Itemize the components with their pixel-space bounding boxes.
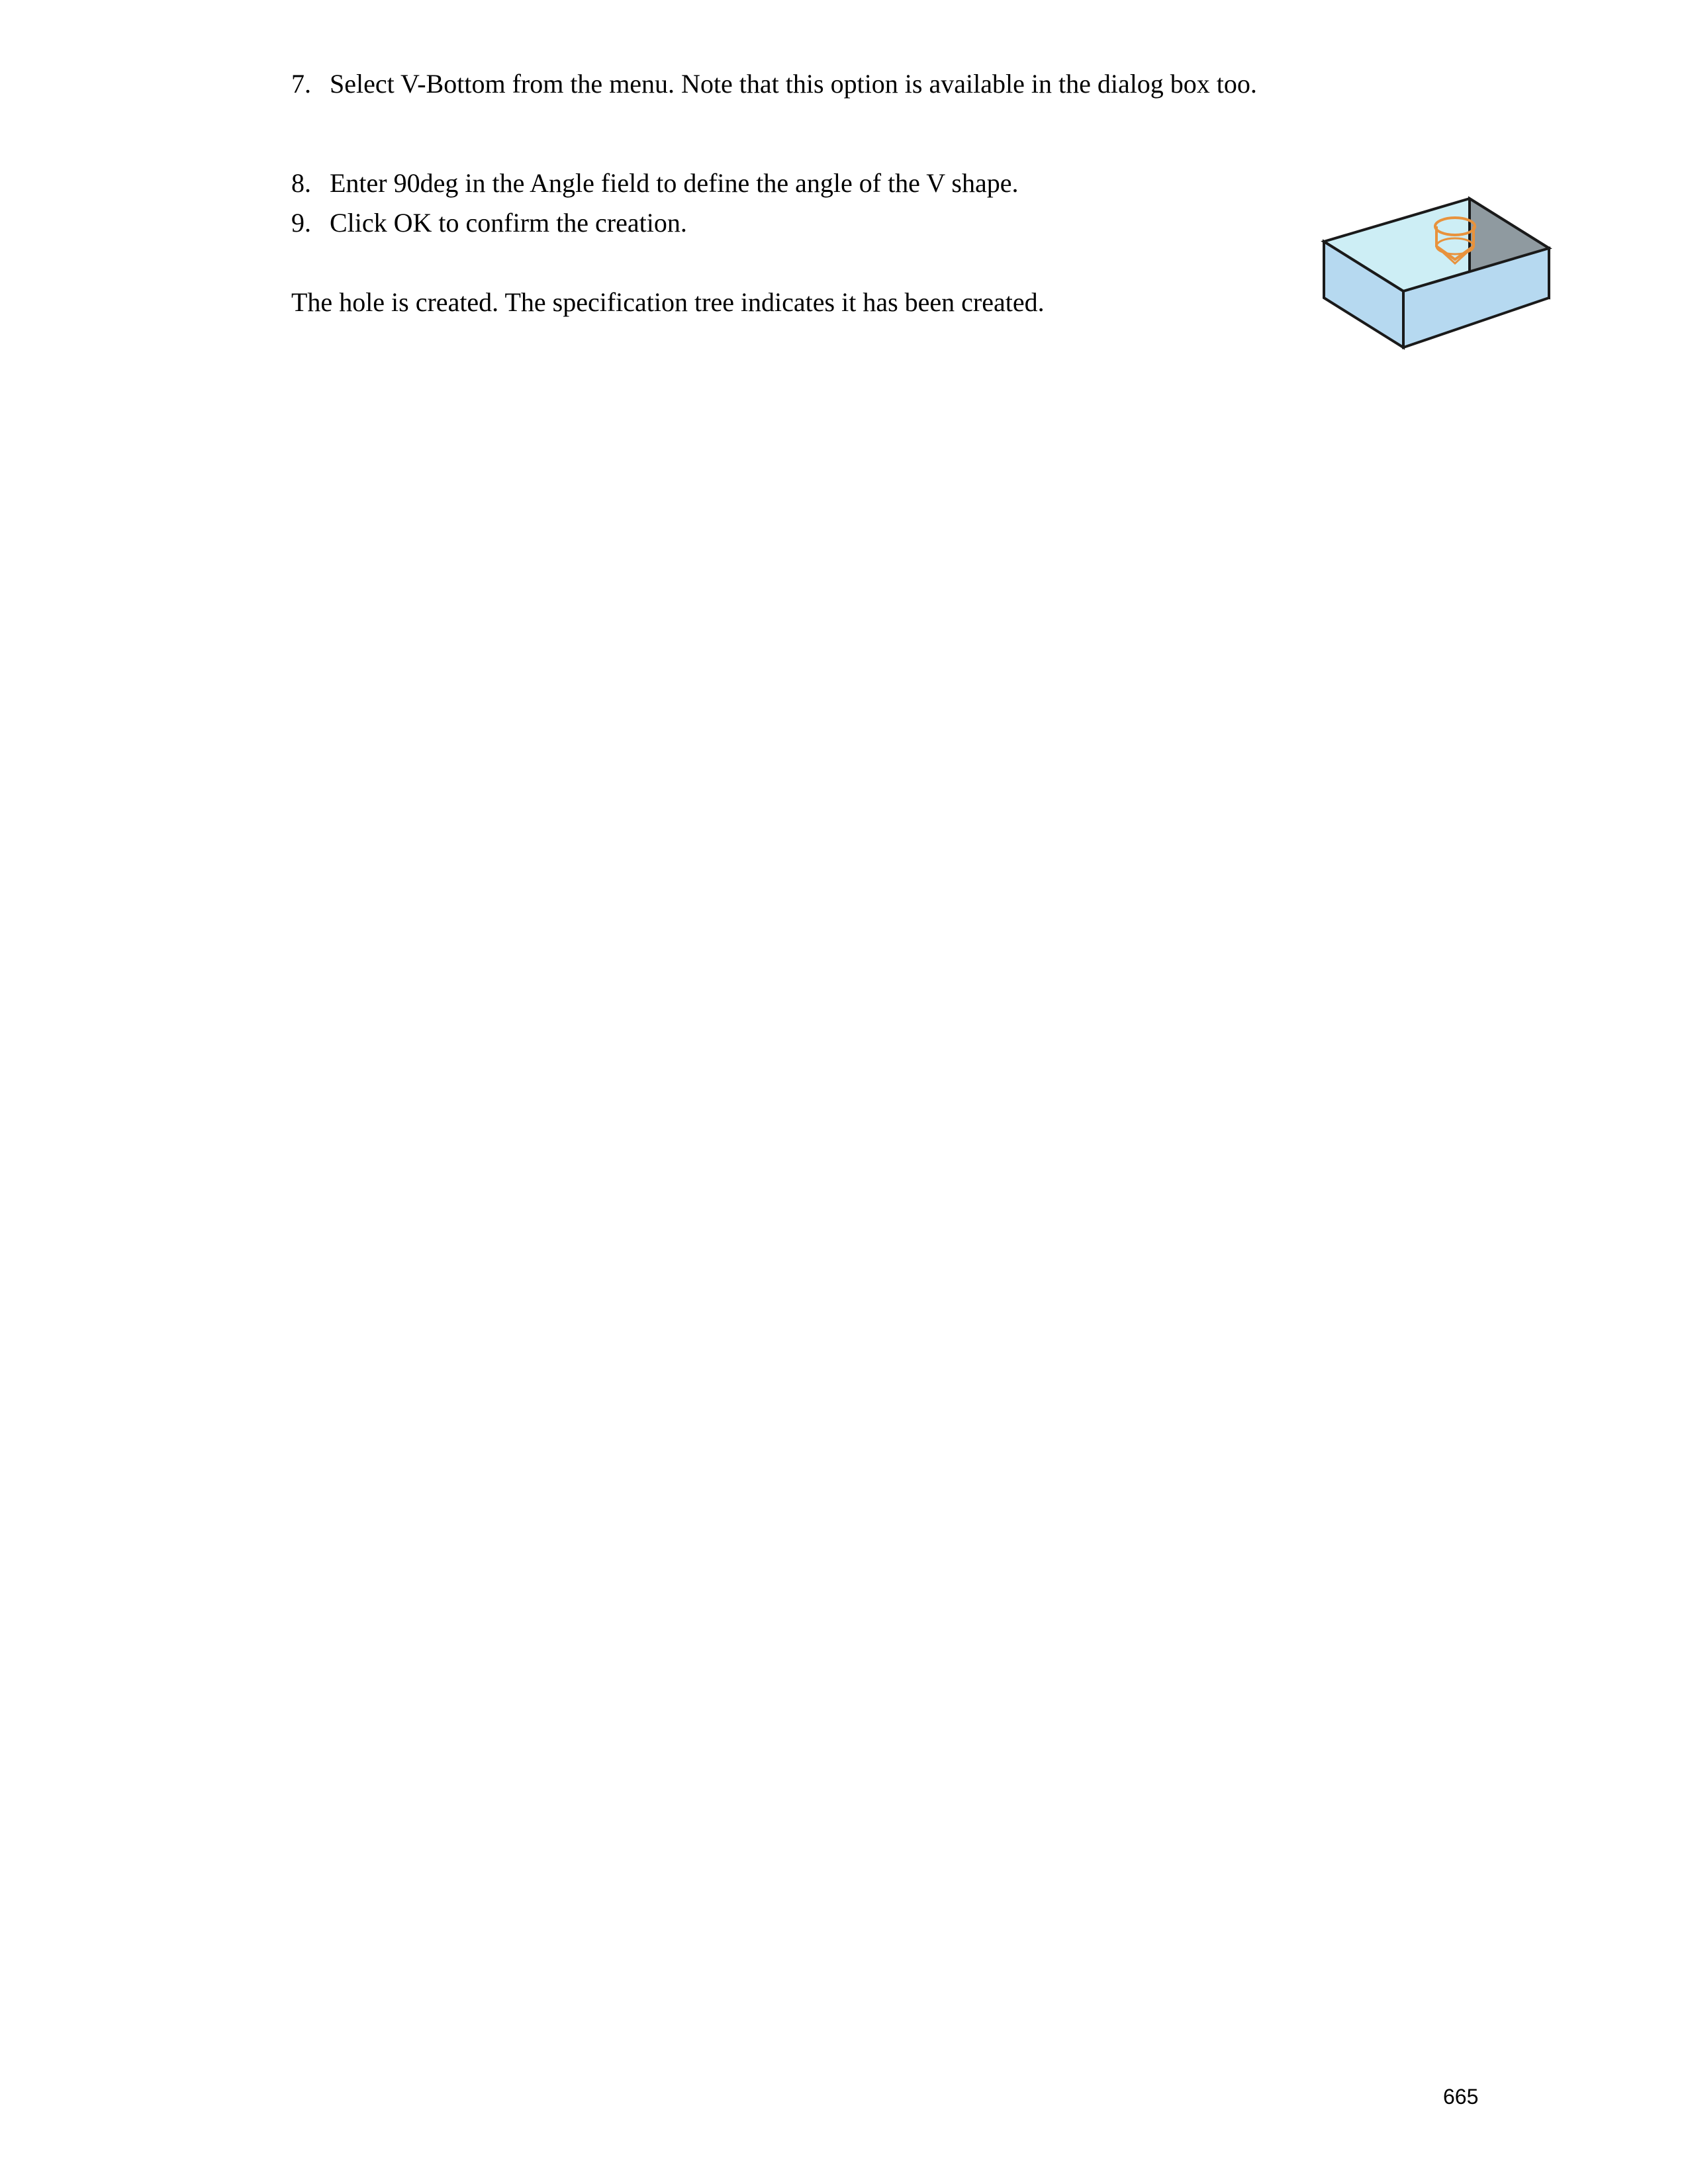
page-number: 665 [1443, 2085, 1479, 2109]
list-item [291, 66, 1417, 102]
list-item-text: Click OK to confirm the creation. [330, 208, 687, 238]
list-item [291, 165, 1417, 201]
wedge-solid-icon [1304, 185, 1569, 410]
body-paragraph: The hole is created. The specification tree indicates it has been created. [291, 287, 1045, 317]
spacer [291, 102, 1417, 165]
list-item [291, 205, 1417, 241]
list-item-number: 7. [291, 69, 311, 99]
list-item-number: 9. [291, 208, 311, 238]
list-item-number: 8. [291, 168, 311, 198]
list-item-text: Select V-Bottom from the menu. Note that this option is available in the dialog box too. [330, 69, 1257, 99]
spacer [291, 241, 1417, 285]
list-item-text: Enter 90deg in the Angle field to define the angle of the V shape. [330, 168, 1019, 198]
part-illustration [1304, 185, 1569, 410]
page-content [291, 66, 1417, 320]
